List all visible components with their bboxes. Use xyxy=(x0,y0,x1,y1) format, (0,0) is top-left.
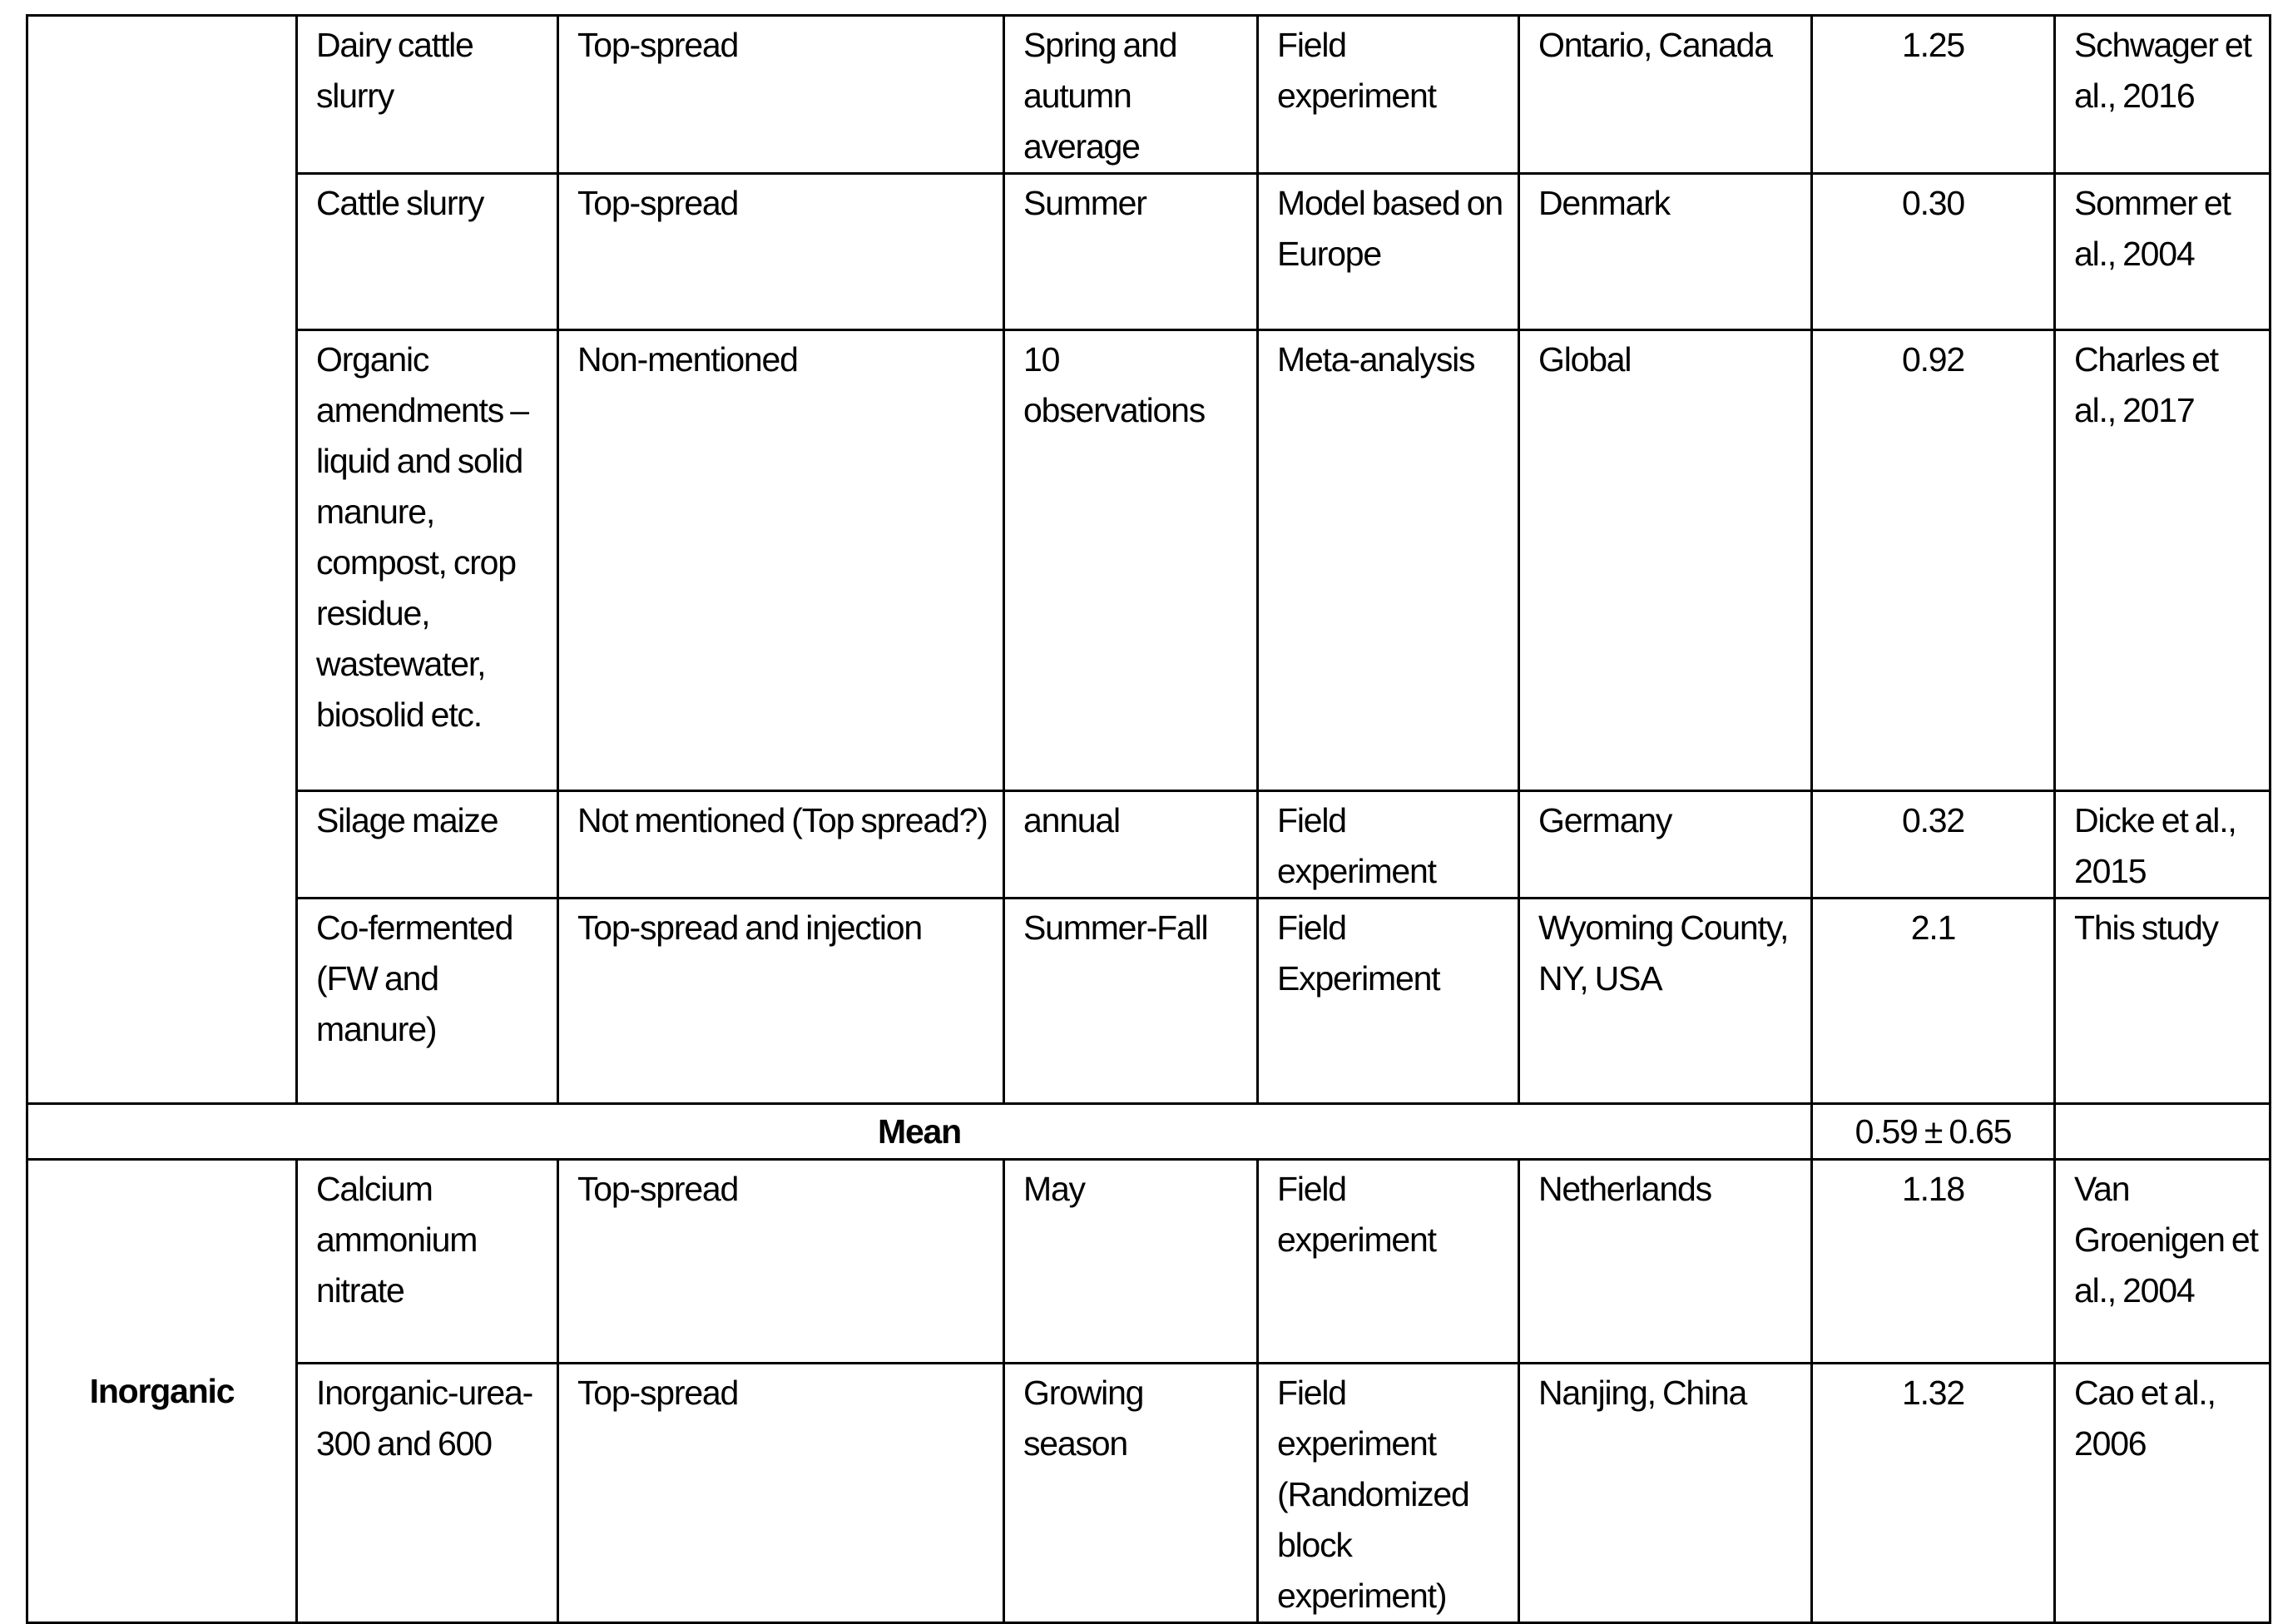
value-cell: 0.30 xyxy=(1812,174,2055,330)
mean-label: Mean xyxy=(27,1104,1812,1160)
timing-cell: annual xyxy=(1004,791,1258,899)
study-type-cell: Field experiment xyxy=(1258,791,1519,899)
location-cell: Netherlands xyxy=(1519,1160,1812,1364)
location-cell: Wyoming County, NY, USA xyxy=(1519,899,1812,1104)
amendment-cell: Silage maize xyxy=(297,791,558,899)
value-cell: 1.18 xyxy=(1812,1160,2055,1364)
location-cell: Global xyxy=(1519,330,1812,791)
study-type-cell: Field Experiment xyxy=(1258,899,1519,1104)
location-cell: Ontario, Canada xyxy=(1519,16,1812,174)
amendment-cell: Co-fermented (FW and manure) xyxy=(297,899,558,1104)
application-cell: Non-mentioned xyxy=(558,330,1004,791)
application-cell: Top-spread xyxy=(558,16,1004,174)
table-row xyxy=(27,330,2271,791)
application-cell: Not mentioned (Top spread?) xyxy=(558,791,1004,899)
category-cell: Inorganic xyxy=(27,1160,297,1623)
emissions-table xyxy=(26,14,2271,1624)
reference-cell: This study xyxy=(2055,899,2271,1104)
timing-cell: Growing season xyxy=(1004,1364,1258,1623)
amendment-cell: Dairy cattle slurry xyxy=(297,16,558,174)
application-cell: Top-spread xyxy=(558,1364,1004,1623)
table-row xyxy=(27,1364,2271,1623)
reference-cell: Sommer et al., 2004 xyxy=(2055,174,2271,330)
location-cell: Germany xyxy=(1519,791,1812,899)
study-type-cell: Field experiment xyxy=(1258,1160,1519,1364)
study-type-cell: Model based on Europe xyxy=(1258,174,1519,330)
reference-cell: Schwager et al., 2016 xyxy=(2055,16,2271,174)
value-cell: 1.25 xyxy=(1812,16,2055,174)
location-cell: Denmark xyxy=(1519,174,1812,330)
amendment-cell: Calcium ammonium nitrate xyxy=(297,1160,558,1364)
application-cell: Top-spread and injection xyxy=(558,899,1004,1104)
value-cell: 0.92 xyxy=(1812,330,2055,791)
timing-cell: Summer-Fall xyxy=(1004,899,1258,1104)
table-row xyxy=(27,16,2271,174)
study-type-cell: Field experiment xyxy=(1258,16,1519,174)
table-row xyxy=(27,899,2271,1104)
application-cell: Top-spread xyxy=(558,1160,1004,1364)
timing-cell: 10 observations xyxy=(1004,330,1258,791)
value-cell: 2.1 xyxy=(1812,899,2055,1104)
table-row xyxy=(27,791,2271,899)
mean-reference-cell xyxy=(2055,1104,2271,1160)
reference-cell: Dicke et al., 2015 xyxy=(2055,791,2271,899)
location-cell: Nanjing, China xyxy=(1519,1364,1812,1623)
timing-cell: Spring and autumn average xyxy=(1004,16,1258,174)
mean-value: 0.59 ± 0.65 xyxy=(1812,1104,2055,1160)
category-cell xyxy=(27,16,297,1104)
amendment-cell: Inorganic-urea-300 and 600 xyxy=(297,1364,558,1623)
study-type-cell: Meta-analysis xyxy=(1258,330,1519,791)
timing-cell: Summer xyxy=(1004,174,1258,330)
reference-cell: Cao et al., 2006 xyxy=(2055,1364,2271,1623)
application-cell: Top-spread xyxy=(558,174,1004,330)
study-type-cell: Field experiment (Randomized block experiment) xyxy=(1258,1364,1519,1623)
reference-cell: Van Groenigen et al., 2004 xyxy=(2055,1160,2271,1364)
mean-row xyxy=(27,1104,2271,1160)
amendment-cell: Cattle slurry xyxy=(297,174,558,330)
table-row xyxy=(27,1160,2271,1364)
reference-cell: Charles et al., 2017 xyxy=(2055,330,2271,791)
value-cell: 0.32 xyxy=(1812,791,2055,899)
value-cell: 1.32 xyxy=(1812,1364,2055,1623)
table-row xyxy=(27,174,2271,330)
amendment-cell: Organic amendments – liquid and solid manure, compost, crop residue, wastewater, biosolid etc. xyxy=(297,330,558,791)
timing-cell: May xyxy=(1004,1160,1258,1364)
